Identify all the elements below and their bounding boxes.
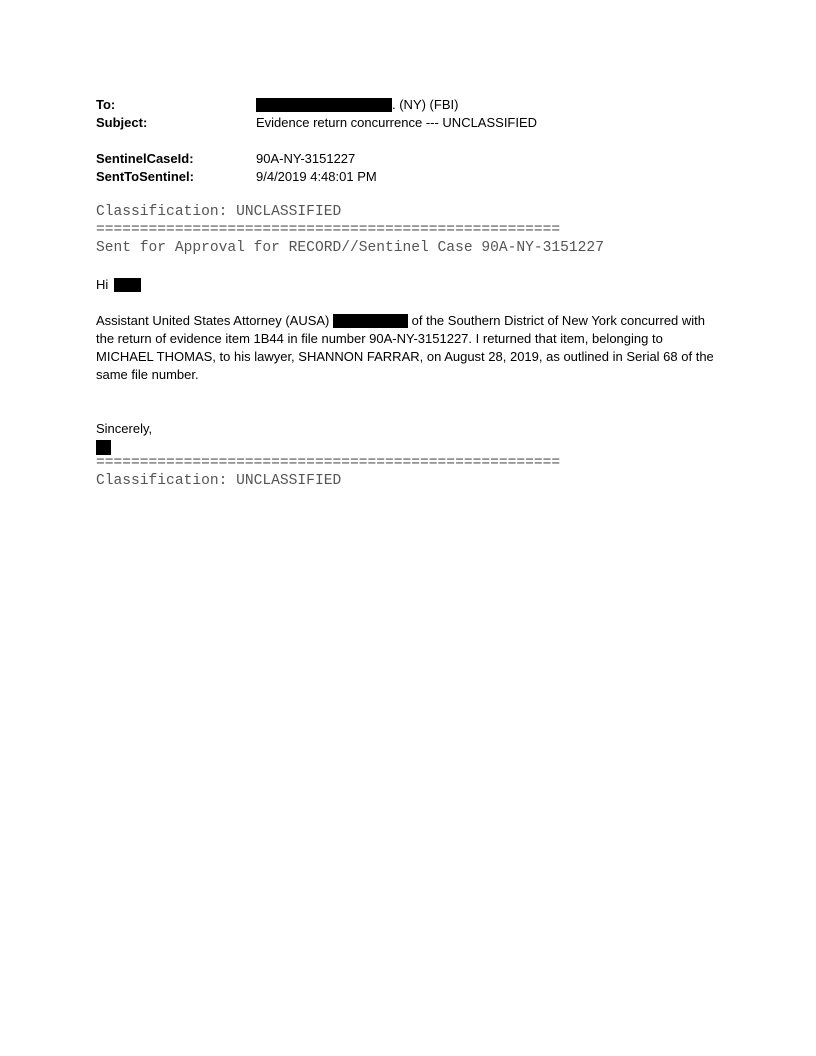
- classification-top: Classification: UNCLASSIFIED: [96, 204, 342, 220]
- case-id-value: 90A-NY-3151227: [256, 151, 356, 166]
- redaction-box: [333, 314, 408, 328]
- closing: Sincerely,: [96, 421, 153, 436]
- signature-redaction: [96, 440, 111, 455]
- sent-to-sentinel-value: 9/4/2019 4:48:01 PM: [256, 169, 377, 184]
- redaction-box: [114, 278, 141, 292]
- subject-label: Subject:: [96, 115, 148, 130]
- sent-to-sentinel-label: SentToSentinel:: [96, 169, 194, 184]
- classification-bottom: Classification: UNCLASSIFIED: [96, 473, 342, 489]
- body-text-part2: of the Southern District of New York concurred with the return of evidence item 1B44 in file number 90A-NY-3151227. I returned that item, belonging to MICHAEL THOMAS, to his lawyer, SHANNON FARRAR, on August 28, 2019, as outlined in Serial 68 of the same file number.: [96, 313, 714, 382]
- separator-top: =====================================================: [96, 222, 561, 238]
- case-id-row: [96, 150, 736, 168]
- sent-to-sentinel-row: [96, 168, 736, 186]
- greeting-text: Hi: [96, 277, 109, 292]
- to-value: [256, 96, 458, 114]
- approval-line: Sent for Approval for RECORD//Sentinel Case 90A-NY-3151227: [96, 240, 604, 256]
- greeting: [96, 276, 141, 294]
- subject-row: [96, 114, 736, 132]
- body-text-part1: Assistant United States Attorney (AUSA): [96, 313, 330, 328]
- separator-bottom: =====================================================: [96, 455, 561, 471]
- to-value-text: . (NY) (FBI): [392, 97, 459, 112]
- case-id-label: SentinelCaseId:: [96, 151, 194, 166]
- redaction-box: [256, 98, 392, 112]
- subject-value: Evidence return concurrence --- UNCLASSIFIED: [256, 115, 538, 130]
- to-label: To:: [96, 97, 116, 112]
- message-body: [96, 312, 721, 384]
- to-row: [96, 96, 736, 114]
